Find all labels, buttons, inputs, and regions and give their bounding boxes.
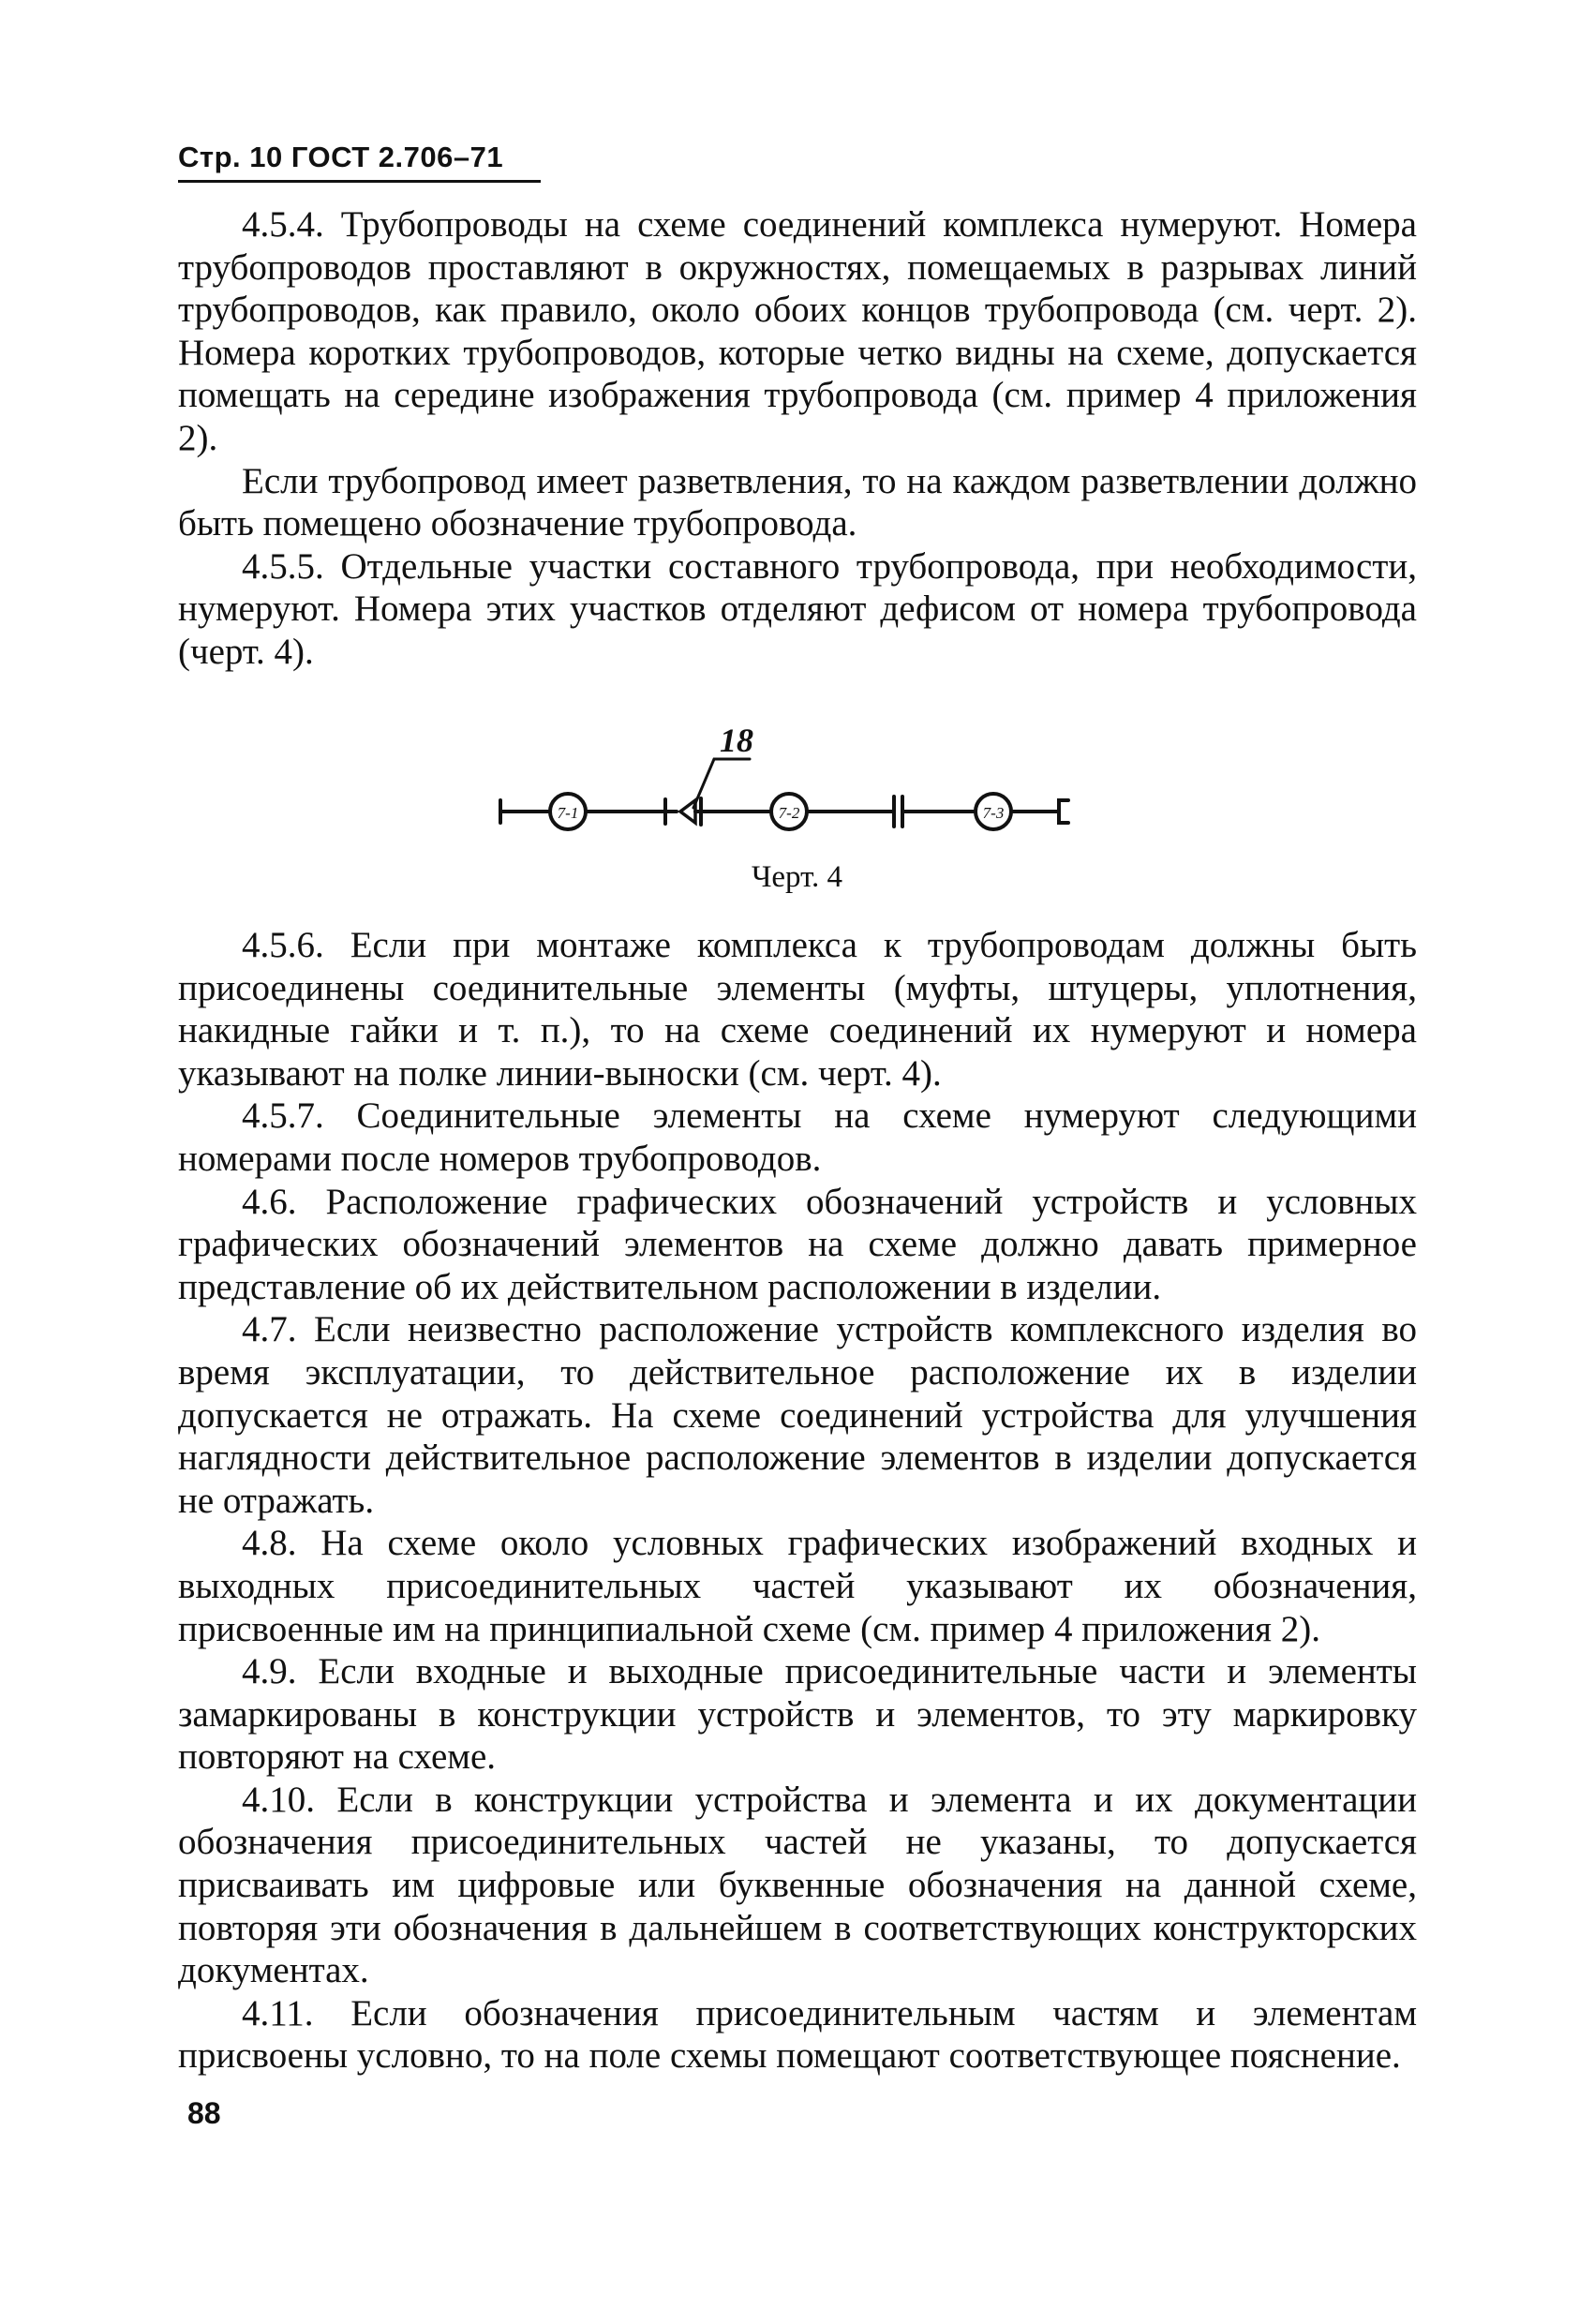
paragraph-4-11: 4.11. Если обозначения присоединительным частям и элементам присвоены условно, то на поле схемы помещают соответствующее пояснение. — [178, 1992, 1417, 2077]
figure-caption: Черт. 4 — [751, 860, 843, 894]
paragraph-4-7: 4.7. Если неизвестно расположение устройств комплексного изделия во время эксплуатации, то действительное расположение их в изделии допускается не отражать. На схеме соединений устройства для улучшения наглядности действительное расположение элементов в изделии допускается не отражать. — [178, 1309, 1417, 1521]
figure-pipeline-diagram — [469, 703, 1143, 834]
circle-label-3: 7-3 — [982, 804, 1005, 822]
circle-label-2: 7-2 — [778, 804, 800, 822]
paragraph-4-8: 4.8. На схеме около условных графических изображений входных и выходных присоединительных частей указывают их обозначения, присвоенные им на принципиальной схеме (см. пример 4 приложения 2). — [178, 1523, 1417, 1649]
paragraph-4-5-7: 4.5.7. Соединительные элементы на схеме нумеруют следующими номерами после номеров трубопроводов. — [178, 1095, 1417, 1179]
text-block-top — [178, 203, 1417, 674]
text-block-bottom — [178, 924, 1417, 2078]
paragraph-4-5-5: 4.5.5. Отдельные участки составного трубопровода, при необходимости, нумеруют. Номера этих участков отделяют дефисом от номера трубопровода (черт. 4). — [178, 545, 1417, 672]
paragraph-4-5-6: 4.5.6. Если при монтаже комплекса к трубопроводам должны быть присоединены соединительные элементы (муфты, штуцеры, уплотнения, накидные гайки и т. п.), то на схеме соединений их нумеруют и номера указывают на полке линии-выноски (см. черт. 4). — [178, 925, 1417, 1094]
paragraph-4-10: 4.10. Если в конструкции устройства и элемента и их документации обозначения присоединительных частей не указаны, то допускается присваивать им цифровые или буквенные обозначения на данной схеме, повторяя эти обозначения в дальнейшем в соответствующих конструкторских документах. — [178, 1779, 1417, 1991]
header-rule — [178, 180, 541, 183]
paragraph-4-6: 4.6. Расположение графических обозначений устройств и условных графических обозначений элементов на схеме должно давать примерное представление об их действительном расположении в изделии. — [178, 1181, 1417, 1307]
paragraph-4-9: 4.9. Если входные и выходные присоединительные части и элементы замаркированы в конструкции устройств и элементов, то эту маркировку повторяют на схеме. — [178, 1651, 1417, 1778]
leader-label: 18 — [720, 722, 753, 759]
circle-label-1: 7-1 — [557, 804, 579, 822]
paragraph-branching: Если трубопровод имеет разветвления, то на каждом разветвлении должно быть помещено обозначение трубопровода. — [178, 460, 1417, 544]
paragraph-4-5-4: 4.5.4. Трубопроводы на схеме соединений комплекса нумеруют. Номера трубопроводов проставляют в окружностях, помещаемых в разрывах линий трубопроводов, как правило, около обоих концов трубопровода (см. черт. 2). Номера коротких трубопроводов, которые четко видны на схеме, допускается помещать на середине изображения трубопровода (см. пример 4 приложения 2). — [178, 204, 1417, 458]
page-header: Стр. 10 ГОСТ 2.706–71 — [178, 141, 504, 173]
page-number: 88 — [187, 2096, 221, 2130]
